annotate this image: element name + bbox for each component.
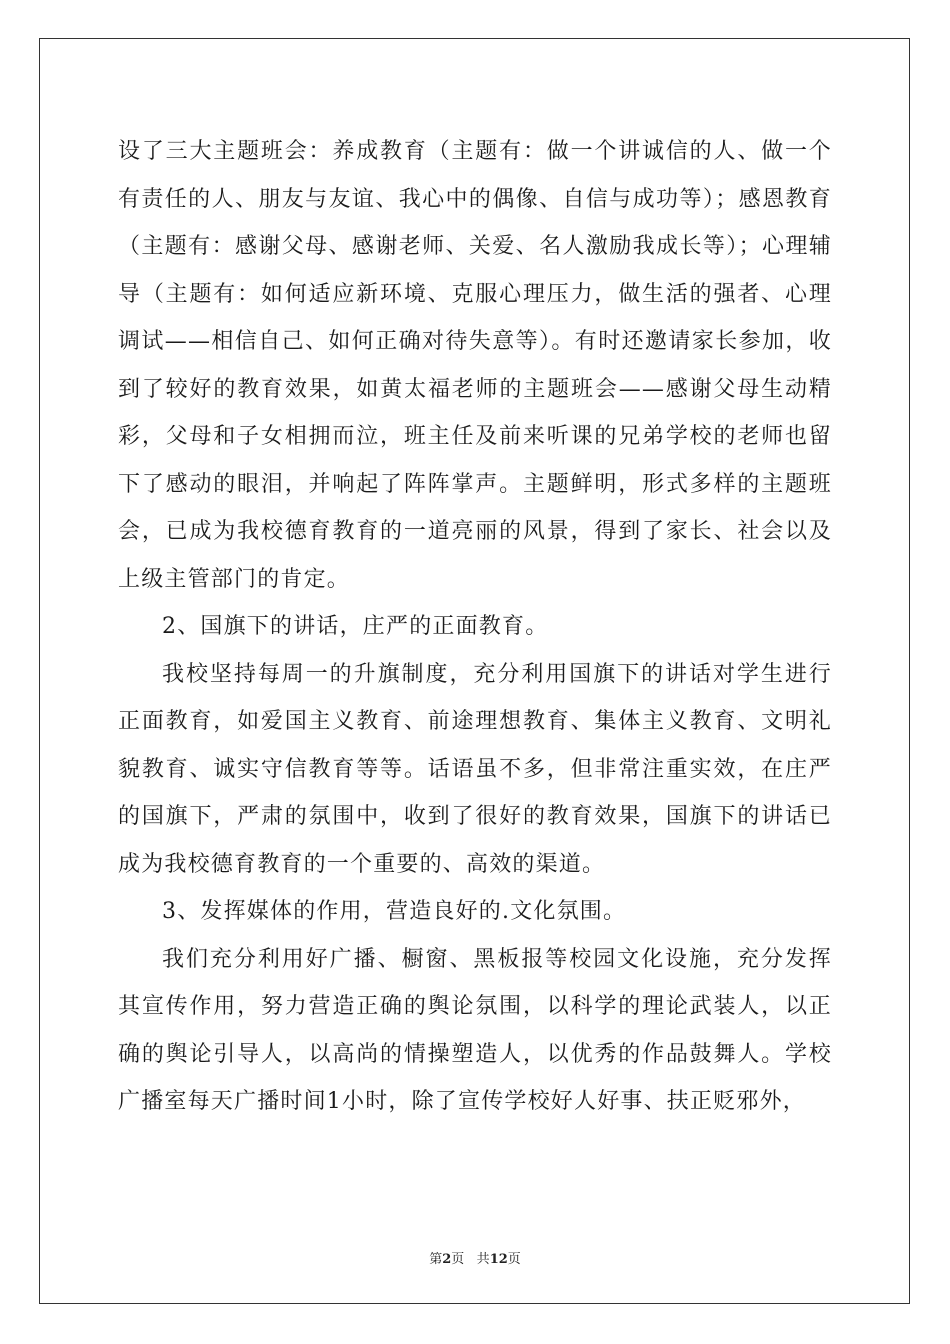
paragraph-4-heading: 3、发挥媒体的作用，营造良好的.文化氛围。 bbox=[162, 899, 627, 924]
footer-total-prefix: 共 bbox=[476, 1252, 490, 1267]
footer-total-suffix: 页 bbox=[507, 1252, 521, 1267]
page-footer bbox=[0, 1248, 950, 1267]
footer-prefix: 第 bbox=[429, 1252, 443, 1267]
footer-total-pages: 12 bbox=[489, 1252, 508, 1267]
document-body bbox=[118, 128, 832, 1126]
footer-page-number: 2 bbox=[442, 1252, 452, 1267]
paragraph-2-heading: 2、国旗下的讲话，庄严的正面教育。 bbox=[162, 614, 549, 639]
paragraph-3: 我校坚持每周一的升旗制度，充分利用国旗下的讲话对学生进行正面教育，如爱国主义教育、前途理想教育、集体主义教育、文明礼貌教育、诚实守信教育等等。话语虽不多，但非常注重实效，在庄严的国旗下，严肃的氛围中，收到了很好的教育效果，国旗下的讲话已成为我校德育教育的一个重要的、高效的渠道。 bbox=[118, 661, 832, 877]
footer-gap bbox=[464, 1252, 476, 1267]
paragraph-1: 设了三大主题班会：养成教育（主题有：做一个讲诚信的人、做一个有责任的人、朋友与友谊、我心中的偶像、自信与成功等）；感恩教育（主题有：感谢父母、感谢老师、关爱、名人激励我成长等）；心理辅导（主题有：如何适应新环境、克服心理压力，做生活的强者、心理调试——相信自己、如何正确对待失意等）。有时还邀请家长参加，收到了较好的教育效果，如黄太福老师的主题班会——感谢父母生动精彩，父母和子女相拥而泣，班主任及前来听课的兄弟学校的老师也留下了感动的眼泪，并响起了阵阵掌声。主题鲜明，形式多样的主题班会，已成为我校德育教育的一道亮丽的风景，得到了家长、社会以及上级主管部门的肯定。 bbox=[118, 139, 832, 592]
paragraph-5: 我们充分利用好广播、橱窗、黑板报等校园文化设施，充分发挥其宣传作用，努力营造正确的舆论氛围，以科学的理论武装人，以正确的舆论引导人，以高尚的情操塑造人，以优秀的作品鼓舞人。学校广播室每天广播时间1小时，除了宣传学校好人好事、扶正贬邪外， bbox=[118, 946, 832, 1114]
footer-page-suffix: 页 bbox=[451, 1252, 465, 1267]
